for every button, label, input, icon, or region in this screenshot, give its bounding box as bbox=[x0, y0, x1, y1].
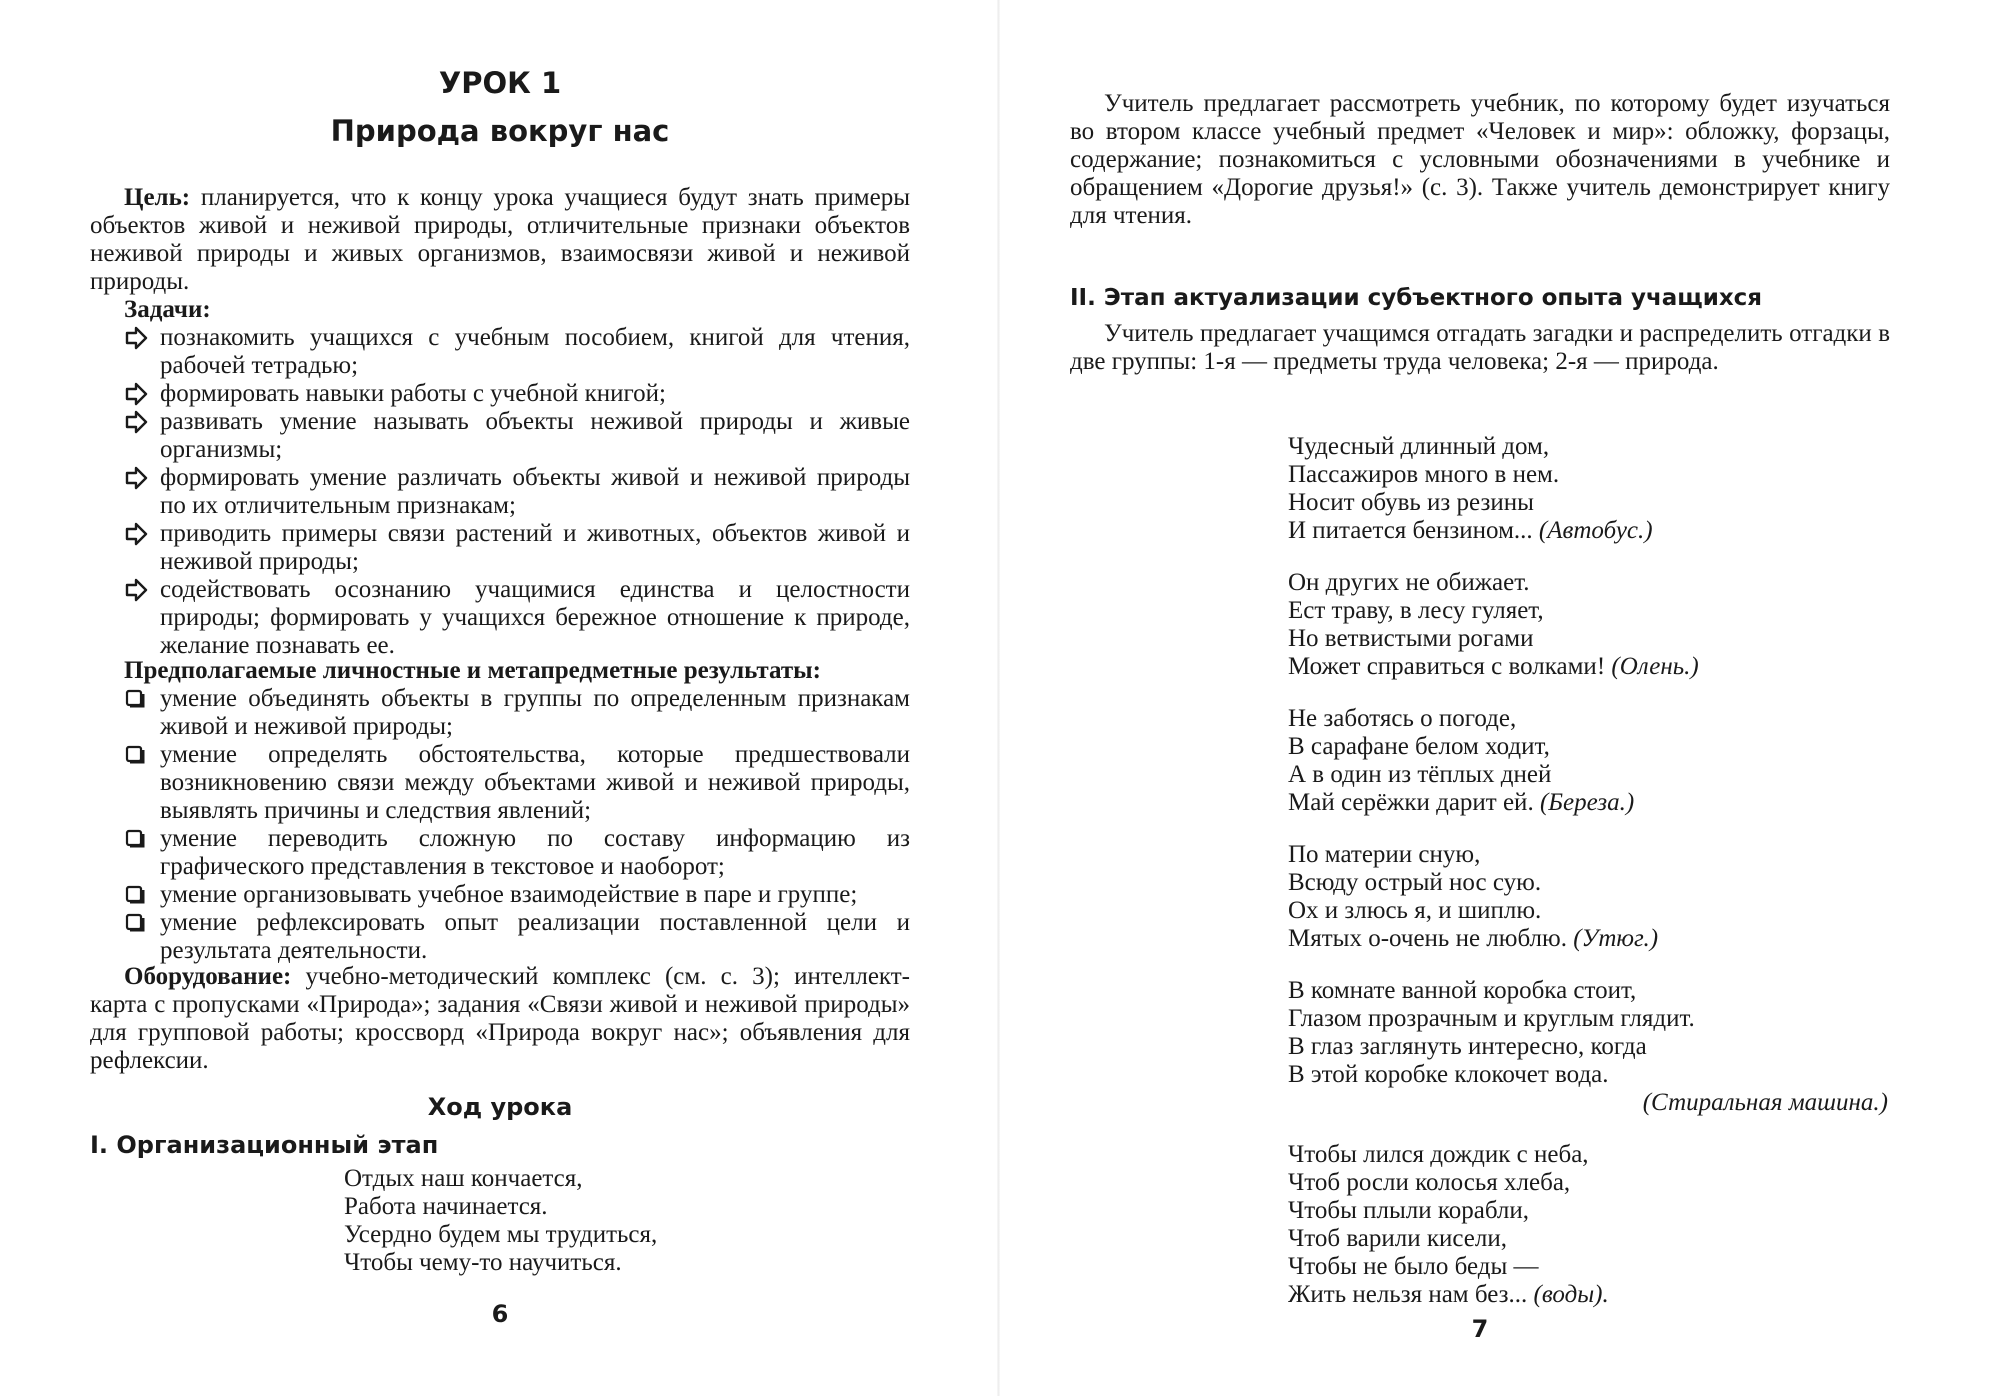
riddle-line-text: Чтобы плыли корабли, bbox=[1288, 1197, 1530, 1224]
intro-paragraph: Учитель предлагает рассмотреть учебник, по которому будет изучаться во втором классе учебный предмет «Человек и мир»: обложку, форзацы, содержание; познакомиться с условными обозначениями в учебнике и обращением «Дорогие друзья!» (с. 3). Также учитель демонстрирует книгу для чтения. bbox=[1070, 90, 1890, 229]
course-heading: Ход урока bbox=[427, 1093, 573, 1121]
riddle-line bbox=[1288, 489, 1888, 517]
result-text: умение определять обстоятельства, которые предшествовали возникновению связи между объектами живой и неживой природы, выявлять причины и следствия явлений; bbox=[160, 741, 910, 824]
riddle-line bbox=[1288, 1281, 1888, 1309]
riddle-line-text: Он других не обижает. bbox=[1288, 569, 1530, 596]
task-text: формировать навыки работы с учебной книгой; bbox=[160, 380, 666, 407]
arrow-bullet-icon bbox=[124, 520, 154, 548]
arrow-bullet-icon bbox=[124, 324, 154, 352]
riddle-line bbox=[1288, 897, 1888, 925]
riddle bbox=[1288, 977, 1888, 1117]
riddle-line-text: Носит обувь из резины bbox=[1288, 489, 1534, 516]
riddle-line bbox=[1288, 569, 1888, 597]
riddle-line-text: Жить нельзя нам без... bbox=[1288, 1281, 1528, 1308]
arrow-bullet-icon bbox=[124, 576, 154, 604]
task-text: формировать умение различать объекты живой и неживой природы по их отличительным признакам; bbox=[160, 464, 910, 519]
riddle-line bbox=[1288, 761, 1888, 789]
task-text: приводить примеры связи растений и животных, объектов живой и неживой природы; bbox=[160, 520, 910, 575]
task-item bbox=[124, 380, 910, 408]
riddle-line-text: Не заботясь о погоде, bbox=[1288, 705, 1517, 732]
arrow-bullet-icon bbox=[124, 408, 154, 436]
stage2-paragraph: Учитель предлагает учащимся отгадать загадки и распределить отгадки в две группы: 1-я — предметы труда человека; 2-я — природа. bbox=[1070, 320, 1890, 375]
riddle-line-text: В комнате ванной коробка стоит, bbox=[1288, 977, 1637, 1004]
arrow-bullet-icon bbox=[124, 380, 154, 408]
riddle-line-text: В этой коробке клокочет вода. bbox=[1288, 1061, 1609, 1088]
riddle bbox=[1288, 841, 1888, 953]
result-item bbox=[124, 909, 910, 965]
riddle-line bbox=[1288, 597, 1888, 625]
equipment-label: Оборудование: bbox=[124, 963, 292, 990]
poem-line: Усердно будем мы трудиться, bbox=[344, 1221, 658, 1248]
riddle-line-text: Может справиться с волками! bbox=[1288, 653, 1606, 680]
stage1-heading: I. Организационный этап bbox=[90, 1131, 439, 1159]
poem-line: Отдых наш кончается, bbox=[344, 1165, 583, 1192]
riddle-line bbox=[1288, 517, 1888, 545]
riddle-line bbox=[1288, 1225, 1888, 1253]
stage2-heading: II. Этап актуализации субъектного опыта учащихся bbox=[1070, 285, 1763, 311]
riddle-line-text: Чтобы не было беды — bbox=[1288, 1253, 1539, 1280]
task-item bbox=[124, 576, 910, 660]
results-label: Предполагаемые личностные и метапредметные результаты: bbox=[124, 657, 821, 684]
goal-paragraph bbox=[90, 184, 910, 296]
riddle-line bbox=[1288, 1005, 1888, 1033]
riddle-line bbox=[1288, 705, 1888, 733]
riddle bbox=[1288, 705, 1888, 817]
lesson-number: УРОК 1 bbox=[438, 66, 562, 100]
riddles-block bbox=[1288, 433, 1888, 1333]
riddle-line-text: Но ветвистыми рогами bbox=[1288, 625, 1534, 652]
riddle-line-text: Чтоб росли колосья хлеба, bbox=[1288, 1169, 1571, 1196]
riddle-line bbox=[1288, 1033, 1888, 1061]
checkbox-bullet-icon bbox=[124, 825, 154, 853]
riddle-line bbox=[1288, 925, 1888, 953]
result-text: умение переводить сложную по составу информацию из графического представления в текстовое и наоборот; bbox=[160, 825, 910, 880]
riddle-line-text: В глаз заглянуть интересно, когда bbox=[1288, 1033, 1647, 1060]
riddle-line-text: Чтобы лился дождик с неба, bbox=[1288, 1141, 1589, 1168]
riddle-line bbox=[1288, 1169, 1888, 1197]
riddle-answer: (Автобус.) bbox=[1538, 517, 1653, 544]
riddle-line-text: В сарафане белом ходит, bbox=[1288, 733, 1550, 760]
poem-line: Работа начинается. bbox=[344, 1193, 548, 1220]
result-item bbox=[124, 825, 910, 881]
result-item bbox=[124, 881, 910, 909]
page-number-right: 7 bbox=[1471, 1315, 1489, 1343]
checkbox-bullet-icon bbox=[124, 881, 154, 909]
riddle-line bbox=[1288, 733, 1888, 761]
riddle-line-text: Ох и злюсь я, и шиплю. bbox=[1288, 897, 1542, 924]
greeting-poem bbox=[344, 1165, 657, 1277]
riddle-answer: (Утюг.) bbox=[1573, 925, 1659, 952]
riddle bbox=[1288, 433, 1888, 545]
tasks-list bbox=[124, 324, 910, 660]
right-page bbox=[1000, 0, 2000, 1396]
riddle-line-text: Ест траву, в лесу гуляет, bbox=[1288, 597, 1544, 624]
riddle-line-text: Чтоб варили кисели, bbox=[1288, 1225, 1507, 1252]
riddle-line-text: Всюду острый нос сую. bbox=[1288, 869, 1542, 896]
result-text: умение рефлексировать опыт реализации поставленной цели и результата деятельности. bbox=[160, 909, 910, 964]
riddle-line bbox=[1288, 977, 1888, 1005]
tasks-label: Задачи: bbox=[124, 296, 211, 323]
riddle-answer: (Береза.) bbox=[1539, 789, 1635, 816]
riddle-line-text: По материи сную, bbox=[1288, 841, 1481, 868]
results-list bbox=[124, 685, 910, 965]
checkbox-bullet-icon bbox=[124, 741, 154, 769]
riddle-line-text: Май серёжки дарит ей. bbox=[1288, 789, 1534, 816]
result-text: умение объединять объекты в группы по определенным признакам живой и неживой природы; bbox=[160, 685, 910, 740]
riddle bbox=[1288, 569, 1888, 681]
riddle-line bbox=[1288, 1061, 1888, 1089]
riddle-line bbox=[1288, 433, 1888, 461]
riddle-line-text: Глазом прозрачным и круглым глядит. bbox=[1288, 1005, 1695, 1032]
equipment-text: учебно-методический комплекс (см. с. 3); интеллект-карта с пропусками «Природа»; задания «Связи живой и неживой природы» для групповой работы; кроссворд «Природа вокруг нас»; объявления для рефлексии. bbox=[90, 963, 910, 1074]
riddle-line bbox=[1288, 789, 1888, 817]
riddle-answer: (Олень.) bbox=[1611, 653, 1699, 680]
riddle-line bbox=[1288, 461, 1888, 489]
riddle-line-text: Мятых о-очень не люблю. bbox=[1288, 925, 1567, 952]
checkbox-bullet-icon bbox=[124, 685, 154, 713]
task-text: содействовать осознанию учащимися единства и целостности природы; формировать у учащихся бережное отношение к природе, желание познавать ее. bbox=[160, 576, 910, 659]
task-item bbox=[124, 324, 910, 380]
goal-text: планируется, что к концу урока учащиеся будут знать примеры объектов живой и неживой природы, отличительные признаки объектов неживой природы и живых организмов, взаимосвязи живой и неживой природы. bbox=[90, 184, 910, 295]
task-text: познакомить учащихся с учебным пособием, книгой для чтения, рабочей тетрадью; bbox=[160, 324, 910, 379]
riddle-line bbox=[1288, 1141, 1888, 1169]
riddle-line bbox=[1288, 1253, 1888, 1281]
checkbox-bullet-icon bbox=[124, 909, 154, 937]
page-number-left: 6 bbox=[491, 1300, 509, 1328]
riddle-line bbox=[1288, 841, 1888, 869]
result-item bbox=[124, 685, 910, 741]
riddle-answer: (Стиральная машина.) bbox=[1642, 1089, 1888, 1116]
task-item bbox=[124, 408, 910, 464]
riddle-line bbox=[1288, 1197, 1888, 1225]
task-text: развивать умение называть объекты неживой природы и живые организмы; bbox=[160, 408, 910, 463]
lesson-title: Природа вокруг нас bbox=[330, 114, 670, 148]
poem-line: Чтобы чему-то научиться. bbox=[344, 1249, 622, 1276]
riddle-line-text: А в один из тёплых дней bbox=[1288, 761, 1552, 788]
riddle-line-text: И питается бензином... bbox=[1288, 517, 1533, 544]
goal-label: Цель: bbox=[124, 184, 191, 211]
task-item bbox=[124, 464, 910, 520]
riddle-line bbox=[1288, 625, 1888, 653]
result-text: умение организовывать учебное взаимодействие в паре и группе; bbox=[160, 881, 858, 908]
riddle-answer: (воды). bbox=[1533, 1281, 1609, 1308]
riddle-line bbox=[1288, 653, 1888, 681]
equipment-paragraph bbox=[90, 963, 910, 1075]
result-item bbox=[124, 741, 910, 825]
riddle-line bbox=[1288, 869, 1888, 897]
riddle bbox=[1288, 1141, 1888, 1309]
arrow-bullet-icon bbox=[124, 464, 154, 492]
riddle-line-text: Пассажиров много в нем. bbox=[1288, 461, 1560, 488]
task-item bbox=[124, 520, 910, 576]
riddle-line-text: Чудесный длинный дом, bbox=[1288, 433, 1550, 460]
